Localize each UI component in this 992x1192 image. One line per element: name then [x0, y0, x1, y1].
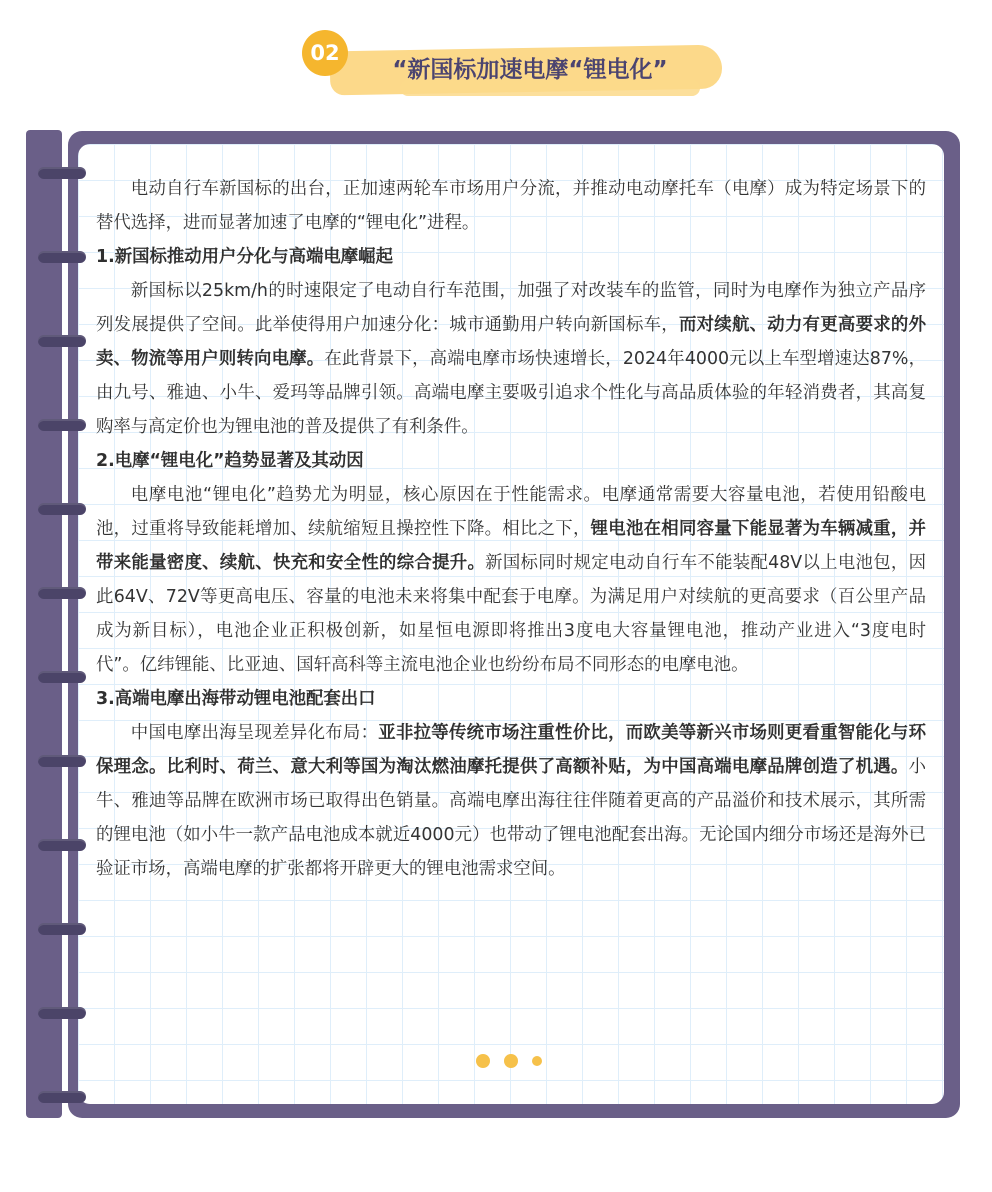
binder-ring — [38, 755, 86, 767]
binder-ring — [38, 839, 86, 851]
section-3-paragraph — [96, 716, 926, 886]
decorative-dot — [504, 1054, 518, 1068]
notebook-spine — [26, 130, 62, 1118]
text-run: 新国标同时规定电动自行车不能装配48V以上电池包，因此64V、72V等更高电压、容量的电池未来将集中配套于电摩。为满足用户对续航的更高要求（百公里产品成为新目标），电池企业正积极创新，如星恒电源即将推出3度电大容量锂电池，推动产业进入“3度电时代”。亿纬锂能、比亚迪、国轩高科等主流电池企业也纷纷布局不同形态的电摩电池。 — [96, 553, 926, 675]
text-run: 小牛、雅迪等品牌在欧洲市场已取得出色销量。高端电摩出海往往伴随着更高的产品溢价和技术展示，其所需的锂电池（如小牛一款产品电池成本就近4000元）也带动了锂电池配套出海。无论国内细分市场还是海外已验证市场，高端电摩的扩张都将开辟更大的锂电池需求空间。 — [96, 757, 926, 879]
text-run: 新国标以25km/h的时速限定了电动自行车范围，加强了对改装车的监管，同时为电摩作为独立产品序列发展提供了空间。此举使得用户加速分化：城市通勤用户转向新国标车， — [96, 281, 926, 335]
bold-text-run: 亚非拉等传统市场注重性价比，而欧美等新兴市场则更看重智能化与环保理念。比利时、荷兰、意大利等国为淘汰燃油摩托提供了高额补贴，为中国高端电摩品牌创造了机遇。 — [96, 723, 926, 777]
decorative-dot — [476, 1054, 490, 1068]
binder-ring — [38, 671, 86, 683]
article-body — [96, 172, 926, 886]
decorative-dot — [532, 1056, 542, 1066]
section-2-paragraph — [96, 478, 926, 682]
text-run: 电摩电池“锂电化”趋势尤为明显，核心原因在于性能需求。电摩通常需要大容量电池，若使用铅酸电池，过重将导致能耗增加、续航缩短且操控性下降。相比之下， — [96, 485, 926, 539]
text-run: 中国电摩出海呈现差异化布局： — [130, 723, 379, 743]
binder-ring — [38, 503, 86, 515]
section-1-paragraph — [96, 274, 926, 444]
section-heading-2: 2.电摩“锂电化”趋势显著及其动因 — [96, 451, 364, 471]
section-heading-1: 1.新国标推动用户分化与高端电摩崛起 — [96, 247, 393, 267]
binder-ring — [38, 587, 86, 599]
binder-ring — [38, 335, 86, 347]
section-number-badge: 02 — [302, 30, 348, 76]
binder-ring — [38, 1091, 86, 1103]
bold-text-run: 而对续航、动力有更高要求的外卖、物流等用户则转向电摩。 — [96, 315, 926, 369]
pagination-dots — [474, 1052, 554, 1070]
bold-text-run: 锂电池在相同容量下能显著为车辆减重，并带来能量密度、续航、快充和安全性的综合提升。 — [96, 519, 926, 573]
section-header — [0, 0, 992, 120]
binder-ring — [38, 419, 86, 431]
binder-ring — [38, 1007, 86, 1019]
binder-ring — [38, 923, 86, 935]
intro-paragraph: 电动自行车新国标的出台，正加速两轮车市场用户分流，并推动电动摩托车（电摩）成为特定场景下的替代选择，进而显著加速了电摩的“锂电化”进程。 — [96, 179, 926, 233]
section-heading-3: 3.高端电摩出海带动锂电池配套出口 — [96, 689, 376, 709]
binder-ring — [38, 167, 86, 179]
section-title: “新国标加速电摩“锂电化” — [392, 57, 668, 83]
binder-ring — [38, 251, 86, 263]
text-run: 在此背景下，高端电摩市场快速增长，2024年4000元以上车型增速达87%，由九号、雅迪、小牛、爱玛等品牌引领。高端电摩主要吸引追求个性化与高品质体验的年轻消费者，其高复购率与高定价也为锂电池的普及提供了有利条件。 — [96, 349, 926, 437]
